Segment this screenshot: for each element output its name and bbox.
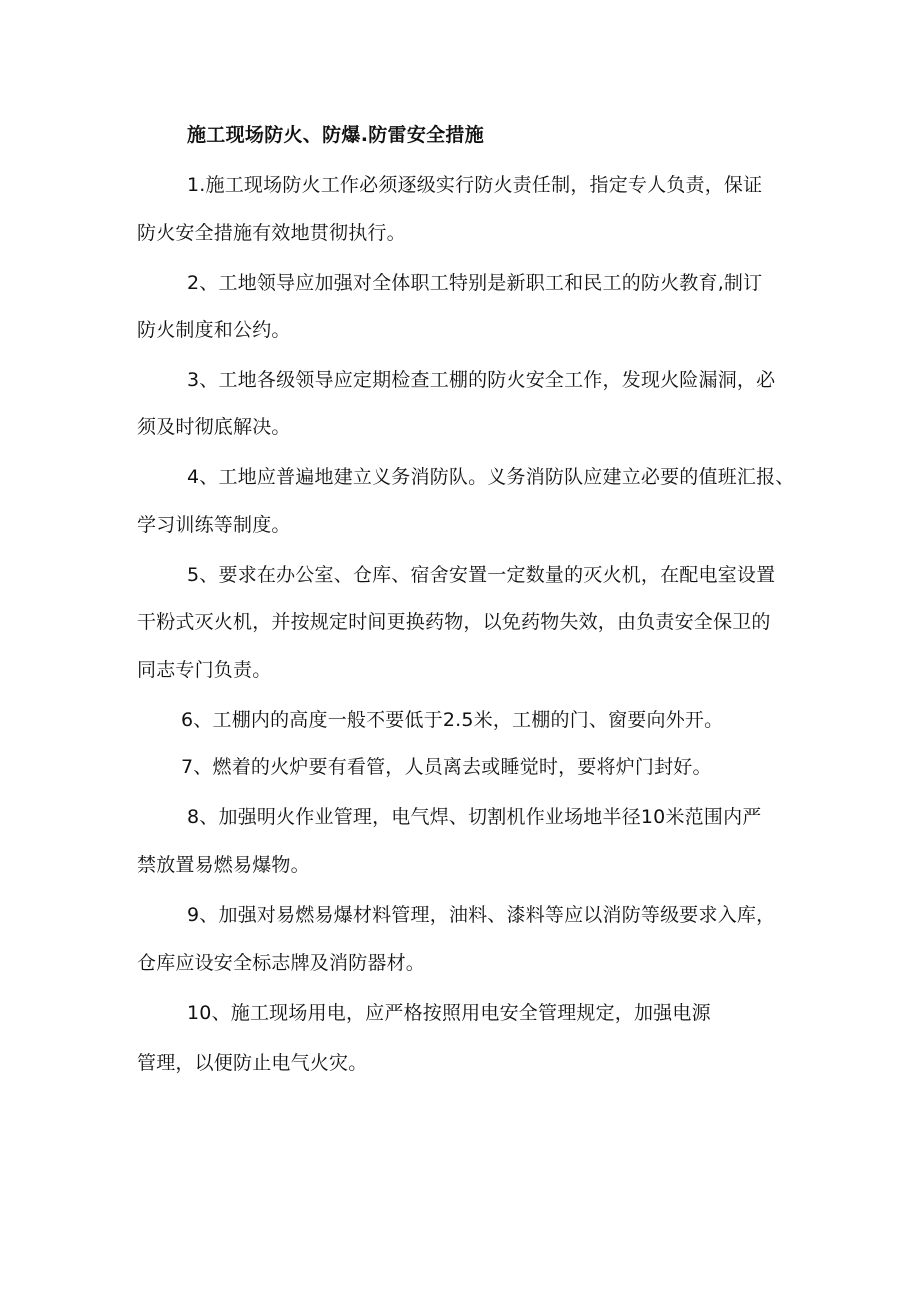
item-9-line-2: 仓库应设安全标志牌及消防器材。 — [137, 952, 426, 974]
item-2-line-1: 2、工地领导应加强对全体职工特别是新职工和民工的防火教育,制订 — [187, 272, 763, 294]
item-8-line-1: 8、加强明火作业管理，电气焊、切割机作业场地半径10米范围内严 — [187, 806, 762, 828]
item-2-line-2: 防火制度和公约。 — [137, 319, 291, 341]
item-1-line-2: 防火安全措施有效地贯彻执行。 — [137, 222, 406, 244]
item-10-line-1: 10、施工现场用电，应严格按照用电安全管理规定，加强电源 — [187, 1002, 711, 1024]
item-7-line-1: 7、燃着的火炉要有看管，人员离去或睡觉时，要将炉门封好。 — [181, 756, 712, 778]
item-3-line-2: 须及时彻底解决。 — [137, 416, 291, 438]
item-1-line-1: 1.施工现场防火工作必须逐级实行防火责任制，指定专人负责，保证 — [187, 174, 763, 196]
item-10-line-2: 管理，以便防止电气火灾。 — [137, 1052, 368, 1074]
item-9-line-1: 9、加强对易燃易爆材料管理，油料、漆料等应以消防等级要求入库， — [187, 904, 776, 926]
item-4-line-2: 学习训练等制度。 — [137, 514, 291, 536]
item-5-line-1: 5、要求在办公室、仓库、宿舍安置一定数量的灭火机，在配电室设置 — [187, 564, 776, 586]
item-5-line-3: 同志专门负责。 — [137, 659, 272, 681]
item-4-line-1: 4、工地应普遍地建立义务消防队。义务消防队应建立必要的值班汇报、 — [187, 466, 795, 488]
item-3-line-1: 3、工地各级领导应定期检查工棚的防火安全工作，发现火险漏洞，必 — [187, 369, 776, 391]
document-title: 施工现场防火、防爆.防雷安全措施 — [187, 124, 485, 146]
item-6-line-1: 6、工棚内的高度一般不要低于2.5米，工棚的门、窗要向外开。 — [181, 709, 724, 731]
item-8-line-2: 禁放置易燃易爆物。 — [137, 854, 310, 876]
item-5-line-2: 干粉式灭火机，并按规定时间更换药物，以免药物失效，由负责安全保卫的 — [137, 611, 771, 633]
